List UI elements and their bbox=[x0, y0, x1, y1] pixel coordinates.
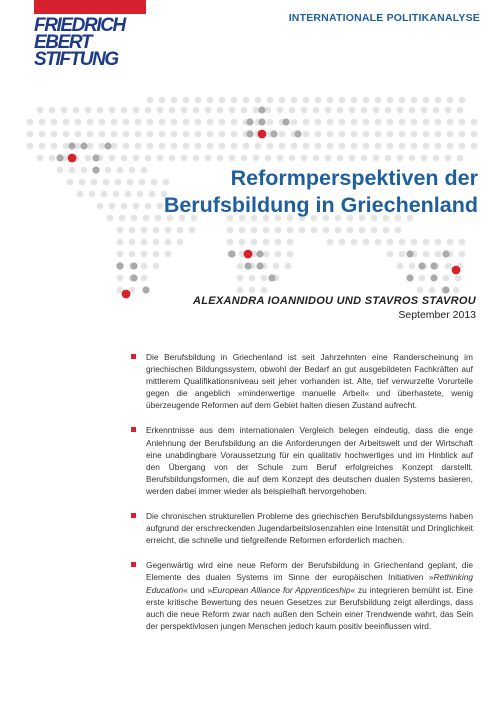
bullet-square-icon bbox=[131, 427, 136, 432]
logo-line-3: STIFTUNG bbox=[34, 49, 118, 70]
page-title bbox=[164, 165, 478, 219]
initiative-rethinking-education: Rethinking Education bbox=[146, 572, 473, 595]
bullet-square-icon bbox=[131, 513, 136, 518]
authors: ALEXANDRA IOANNIDOU UND STAVROS STAVROU bbox=[192, 295, 476, 307]
series-label: INTERNATIONALE POLITIKANALYSE bbox=[288, 12, 480, 24]
bullet-square-icon bbox=[131, 562, 136, 567]
summary-text: Die Berufsbildung in Griechenland ist seit Jahrzehnten eine Randerscheinung im griechischen Bildungssystem, obwohl der Bedarf an gut ausgebildeten Fachkräften auf mittlerem Qualifikationsniveau seit jeher vorhanden ist. Alte, tief verwurzelte Vorurteile gegen die angeblich »minderwertige manuelle Arbeit« und überhastete, wenig überzeugende Reformen auf dem Gebiet halten diesen Zustand aufrecht. bbox=[146, 352, 473, 411]
text-middle: « und » bbox=[183, 584, 213, 595]
initiative-european-alliance: European Alliance for Apprenticeship bbox=[212, 584, 351, 595]
text-after: « zu integrieren bemüht ist. Eine erste kritische Bewertung des neuen Gesetzes zur Berufsbildung zeigt allerdings, dass auch die neue Reform zwar nach außen den Schein einer Trendwende wahrt, das Sein der perspektivlosen jungen Menschen jedoch kaum positiv beeinflussen wird. bbox=[146, 584, 473, 631]
summary-text bbox=[146, 559, 473, 632]
logo-line-2: EBERT bbox=[34, 32, 92, 53]
publication-date: September 2013 bbox=[398, 309, 476, 321]
summary-text: Erkenntnisse aus dem internationalen Vergleich belegen eindeutig, dass die enge Anlehnung der Berufsbildung an die Anforderungen der Arbeitswelt und der Wirtschaft eine unabdingbare Voraussetzung für ein qualitativ hochwertiges und im Hinblick auf den Übergang von der Schule zum Beruf erfolgreiches Konzept darstellt. Berufsbildungsformen, die auf dem Konzept des deutschen dualen Systems basieren, werden dabei immer wieder als beispielhaft hervorgehoben. bbox=[146, 425, 473, 496]
summary-item bbox=[131, 424, 473, 497]
bullet-square-icon bbox=[131, 354, 136, 359]
logo-line-1: FRIEDRICH bbox=[34, 15, 125, 36]
summary-item bbox=[131, 351, 473, 411]
summary-item bbox=[131, 559, 473, 632]
text-before: Gegenwärtig wird eine neue Reform der Berufsbildung in Griechenland geplant, die Elemente des dualen Systems im Sinne der europäischen Initiativen » bbox=[146, 560, 473, 583]
summary-item bbox=[131, 510, 473, 546]
title-line-2: Berufsbildung in Griechenland bbox=[163, 193, 478, 217]
summary-text: Die chronischen strukturellen Probleme des griechischen Berufsbildungssystems haben aufgrund der erschreckenden Jugendarbeitslosenzahlen eine Intensität und Dringlichkeit erreicht, die schnelle und tiefgreifende Reformen erforderlich machen. bbox=[146, 511, 473, 546]
title-line-1: Reformperspektiven der bbox=[230, 166, 478, 190]
summary-list bbox=[131, 351, 473, 645]
